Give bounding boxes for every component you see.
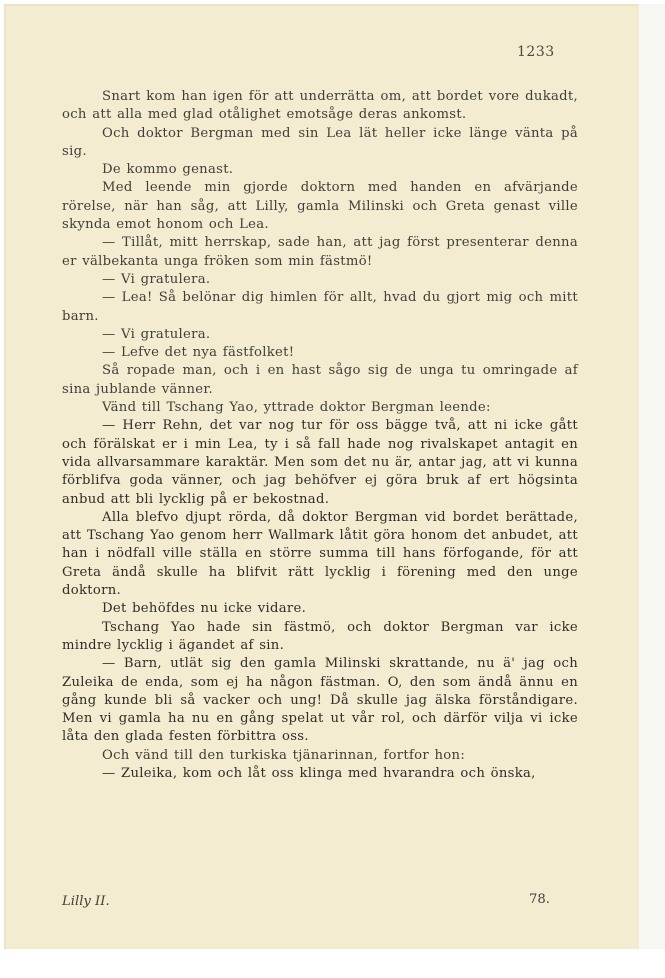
paragraph: Vänd till Tschang Yao, yttrade doktor Bergman leende: — [102, 400, 491, 416]
page-footer — [62, 894, 578, 914]
paragraph: Alla blefvo djupt rörda, då doktor Bergman vid bordet berättade, att Tschang Yao genom herr Wallmark låtit göra honom det anbudet, att han i nödfall ville ställa en större summa till hans förfogande, för att Greta ändå skulle ha blifvit rätt lycklig i förening med den unge doktorn. — [62, 509, 578, 599]
paragraph: — Vi gratulera. — [102, 326, 211, 342]
paragraph: Det behöfdes nu icke vidare. — [102, 601, 307, 617]
paragraph: — Lea! Så belönar dig himlen för allt, hvad du gjort mig och mitt barn. — [62, 290, 578, 324]
paragraph: De kommo genast. — [102, 162, 234, 178]
paragraph: Tschang Yao hade sin fästmö, och doktor Bergman var icke mindre lycklig i ägandet af sin. — [62, 619, 578, 653]
paragraph: — Barn, utlät sig den gamla Milinski skrattande, nu ä' jag och Zuleika de enda, som ej ha någon fästman. O, den som ändå ännu en gång kunde bli så vacker och ung! Då skulle jag älska förståndigare. Men vi gamla ha nu en gång spelat ut vår rol, och därför vilja vi icke låta den glada festen förbittra oss. — [62, 656, 578, 745]
sheet-number: 78. — [529, 892, 550, 907]
paragraph: Så ropade man, och i en hast sågo sig de unga tu omringade af sina jublande vänner. — [62, 363, 578, 397]
paragraph: — Lefve det nya fästfolket! — [102, 345, 295, 361]
paragraph: — Herr Rehn, det var nog tur för oss bägge två, att ni icke gått och förälskat er i min Lea, ty i så fall hade nog rivalskapet antagit en vida allvarsammare karaktär. Men som det nu är, antar jag, att vi kunna förblifva goda vänner, och jag behöfver ej göra bruk af ert högsinta anbud att bli lycklig på er bekostnad. — [62, 418, 578, 507]
paragraph: Och vänd till den turkiska tjänarinnan, fortfor hon: — [102, 747, 466, 763]
page-margin — [639, 4, 665, 949]
paragraph: Och doktor Bergman med sin Lea lät heller icke länge vänta på sig. — [62, 125, 578, 159]
paragraph: Snart kom han igen för att underrätta om, att bordet vore dukadt, och att alla med glad otålighet emotsåge deras ankomst. — [62, 89, 578, 123]
page-number: 1233 — [517, 44, 555, 60]
signature-mark: Lilly II. — [62, 894, 110, 909]
paragraph: — Vi gratulera. — [102, 271, 211, 287]
body-text — [62, 88, 578, 783]
paragraph: Med leende min gjorde doktorn med handen en afvärjande rörelse, när han såg, att Lilly, gamla Milinski och Greta genast ville skynda emot honom och Lea. — [62, 180, 578, 233]
paragraph: — Tillåt, mitt herrskap, sade han, att jag först presenterar denna er välbekanta unga fröken som min fästmö! — [62, 235, 578, 269]
paragraph: — Zuleika, kom och låt oss klinga med hvarandra och önska, — [102, 765, 536, 781]
